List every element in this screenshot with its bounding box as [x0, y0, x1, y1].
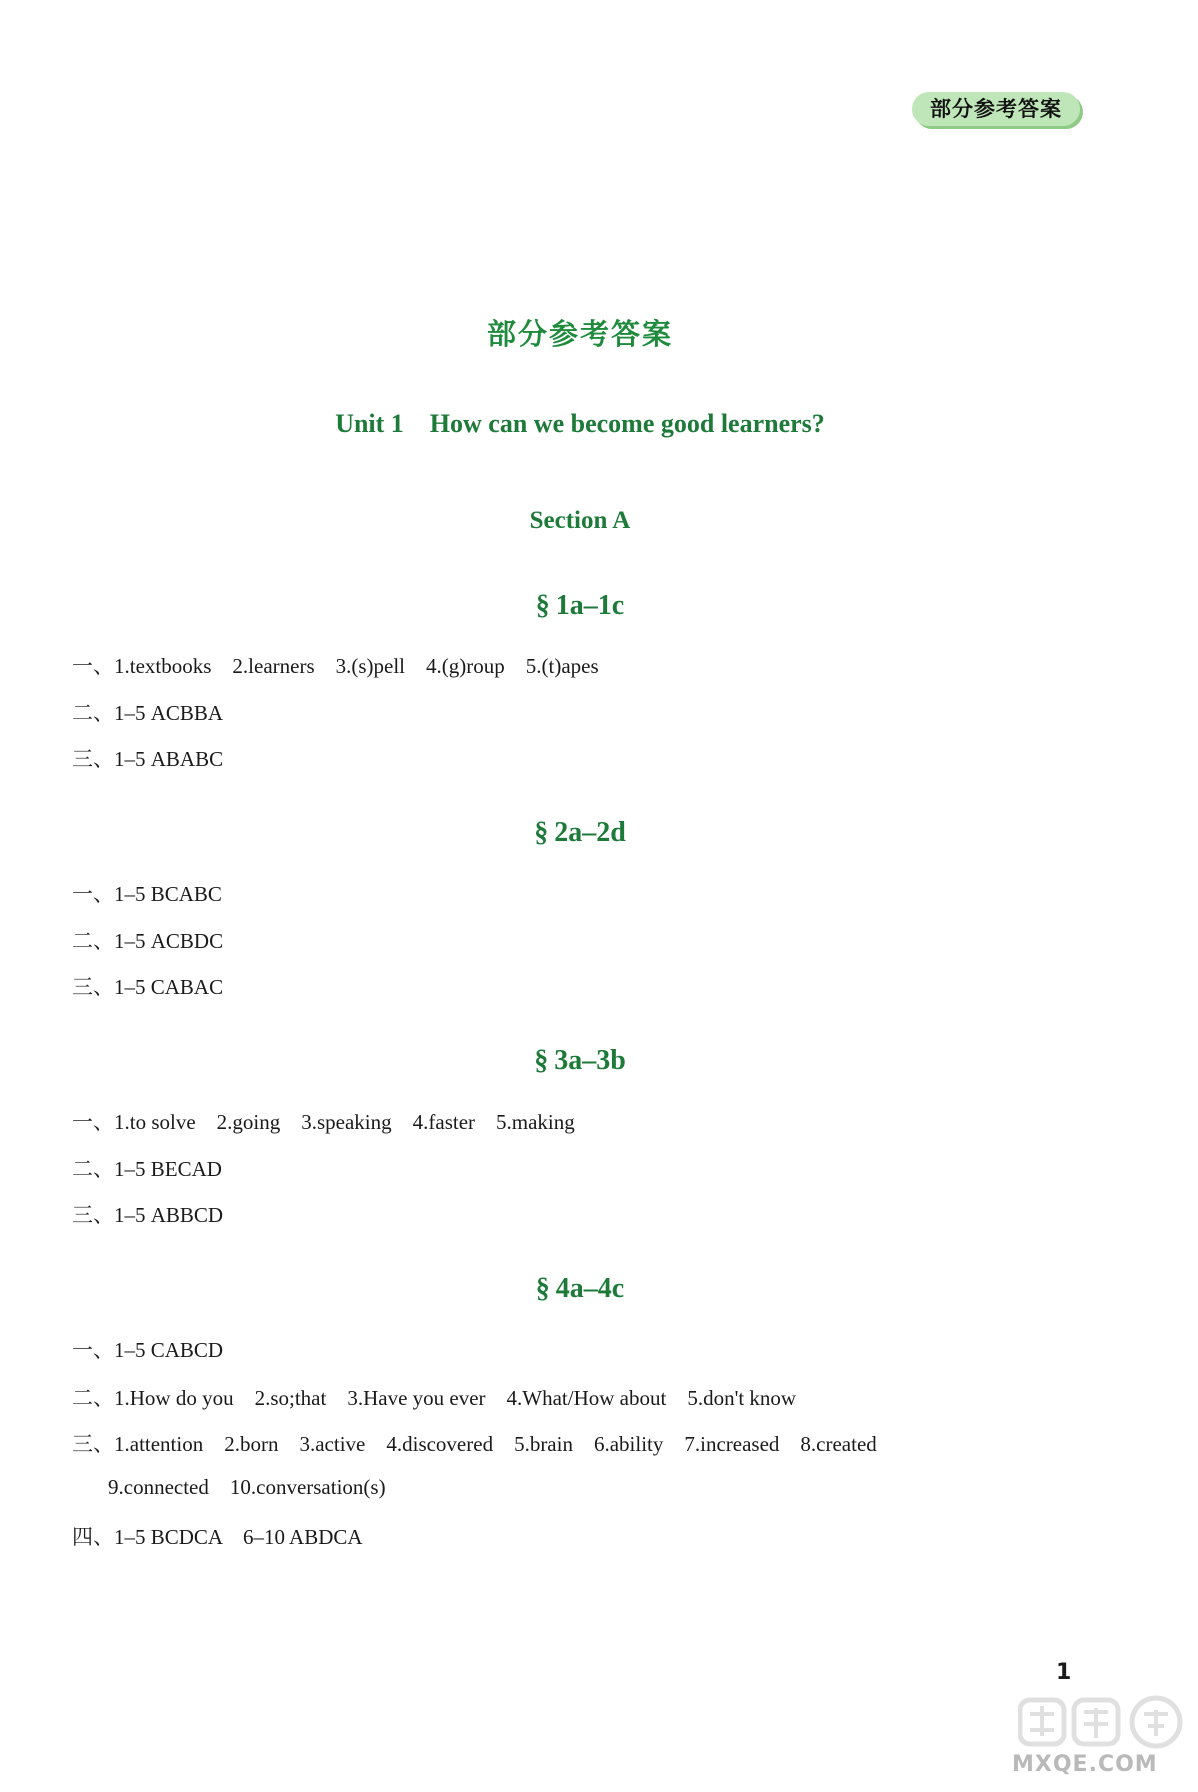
- answer-line: 9.connected 10.conversation(s): [108, 1475, 386, 1499]
- answer-line: 一、1–5 BCABC: [72, 882, 222, 906]
- answer-line: 二、1.How do you 2.so;that 3.Have you ever 4.What/How about 5.don't know: [72, 1386, 797, 1410]
- answer-line: 三、1–5 ABABC: [72, 747, 224, 771]
- answer-line: 三、1.attention 2.born 3.active 4.discovered 5.brain 6.ability 7.increased 8.created: [72, 1432, 877, 1456]
- page-number: 1: [1056, 1660, 1072, 1685]
- answer-line: 二、1–5 ACBDC: [72, 929, 224, 953]
- answer-line: 三、1–5 CABAC: [72, 975, 224, 999]
- subsection-label: 1a–1c: [555, 590, 625, 621]
- subsection-heading-4a-4c: [0, 1273, 1160, 1305]
- answer-line: 一、1–5 CABCD: [72, 1338, 224, 1362]
- section-mark: §: [534, 817, 549, 848]
- section-title: Section A: [529, 507, 631, 534]
- answer-line: 一、1.to solve 2.going 3.speaking 4.faster 5.making: [72, 1110, 575, 1134]
- subsection-label: 2a–2d: [554, 817, 626, 848]
- unit-title: Unit 1 How can we become good learners?: [335, 409, 825, 438]
- page-title: 部分参考答案: [486, 317, 673, 351]
- subsection-heading-1a-1c: [0, 590, 1160, 622]
- section-mark: §: [535, 1273, 550, 1304]
- section-mark: §: [535, 590, 550, 621]
- subsection-label: 4a–4c: [555, 1273, 625, 1304]
- section-mark: §: [534, 1045, 549, 1076]
- answer-line: 三、1–5 ABBCD: [72, 1203, 224, 1227]
- subsection-heading-2a-2d: [0, 817, 1160, 849]
- answer-line: 四、1–5 BCDCA 6–10 ABDCA: [72, 1525, 363, 1549]
- header-tab: 部分参考答案: [912, 92, 1080, 126]
- answer-line: 二、1–5 BECAD: [72, 1157, 222, 1181]
- subsection-heading-3a-3b: [0, 1045, 1160, 1077]
- subsection-label: 3a–3b: [554, 1045, 626, 1076]
- answer-line: 二、1–5 ACBBA: [72, 701, 224, 725]
- watermark-text: MXQE.COM: [1012, 1752, 1158, 1777]
- answer-line: 一、1.textbooks 2.learners 3.(s)pell 4.(g)roup 5.(t)apes: [72, 654, 599, 678]
